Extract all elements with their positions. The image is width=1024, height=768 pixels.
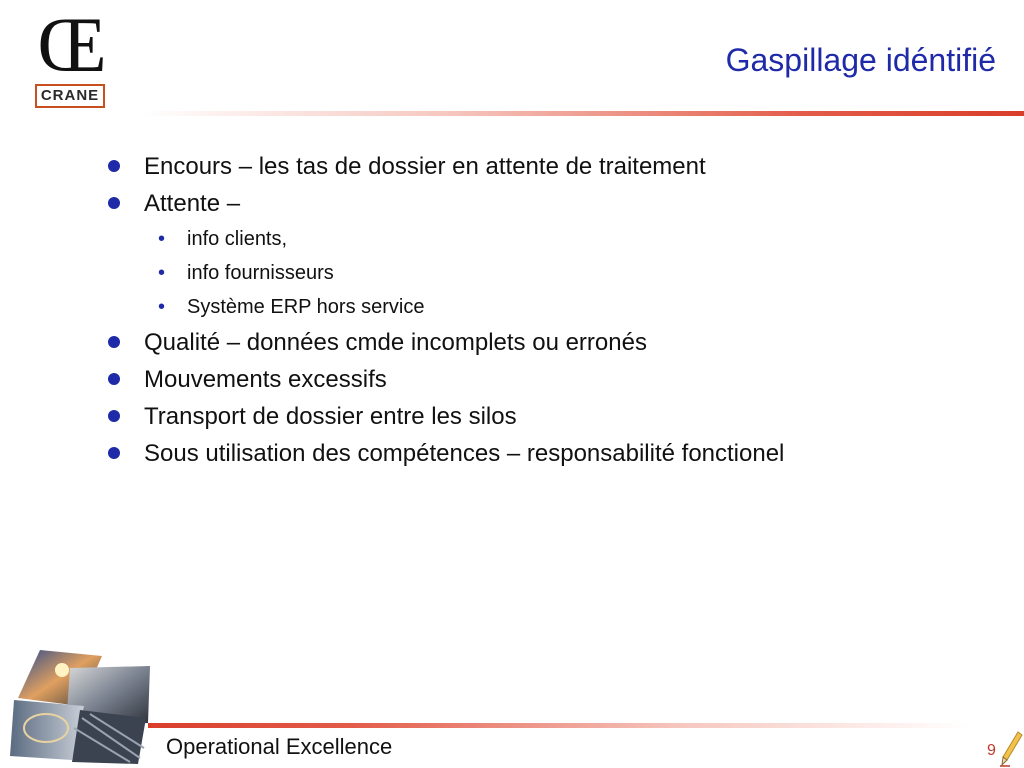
sub-bullet-text: info fournisseurs	[187, 262, 334, 284]
bullet-dot-icon	[108, 447, 120, 459]
bullet-list	[106, 148, 986, 472]
bullet-dot-icon	[108, 373, 120, 385]
page-number: 9	[987, 742, 996, 759]
bullet-item	[106, 148, 986, 185]
sub-bullet-text: info clients,	[187, 228, 288, 250]
sub-bullet-item	[106, 290, 986, 324]
bullet-text: Sous utilisation des compétences – responsabilité fonctionel	[144, 440, 785, 467]
sub-bullet-dot-icon: •	[158, 262, 166, 284]
bullet-dot-icon	[108, 160, 120, 172]
footer-industrial-photo-collage	[10, 648, 155, 764]
sub-bullet-item	[106, 256, 986, 290]
sub-bullet-group	[106, 222, 986, 324]
crane-logo	[22, 1, 122, 112]
logo-oe-glyph: Œ	[37, 1, 107, 88]
bullet-item	[106, 435, 986, 472]
title-divider	[140, 111, 1024, 116]
bullet-text: Encours – les tas de dossier en attente de traitement	[144, 153, 706, 180]
sub-bullet-dot-icon: •	[158, 228, 166, 250]
pencil-icon	[998, 730, 1024, 768]
logo-crane-label: CRANE	[35, 84, 105, 108]
sub-bullet-list	[106, 222, 986, 324]
bullet-dot-icon	[108, 410, 120, 422]
sub-bullet-dot-icon: •	[158, 296, 166, 318]
sub-bullet-item	[106, 222, 986, 256]
bullet-text: Qualité – données cmde incomplets ou erronés	[144, 329, 647, 356]
footer-label: Operational Excellence	[166, 734, 393, 759]
sub-bullet-text: Système ERP hors service	[187, 296, 425, 318]
slide-title: Gaspillage idéntifié	[725, 42, 996, 78]
bullet-item	[106, 324, 986, 361]
bullet-item	[106, 361, 986, 398]
bullet-item	[106, 398, 986, 435]
bullet-text: Mouvements excessifs	[144, 366, 387, 393]
bullet-item	[106, 185, 986, 222]
bullet-dot-icon	[108, 197, 120, 209]
bullet-text: Transport de dossier entre les silos	[144, 403, 517, 430]
footer-divider	[148, 723, 968, 728]
bullet-dot-icon	[108, 336, 120, 348]
bullet-text: Attente –	[144, 190, 241, 217]
